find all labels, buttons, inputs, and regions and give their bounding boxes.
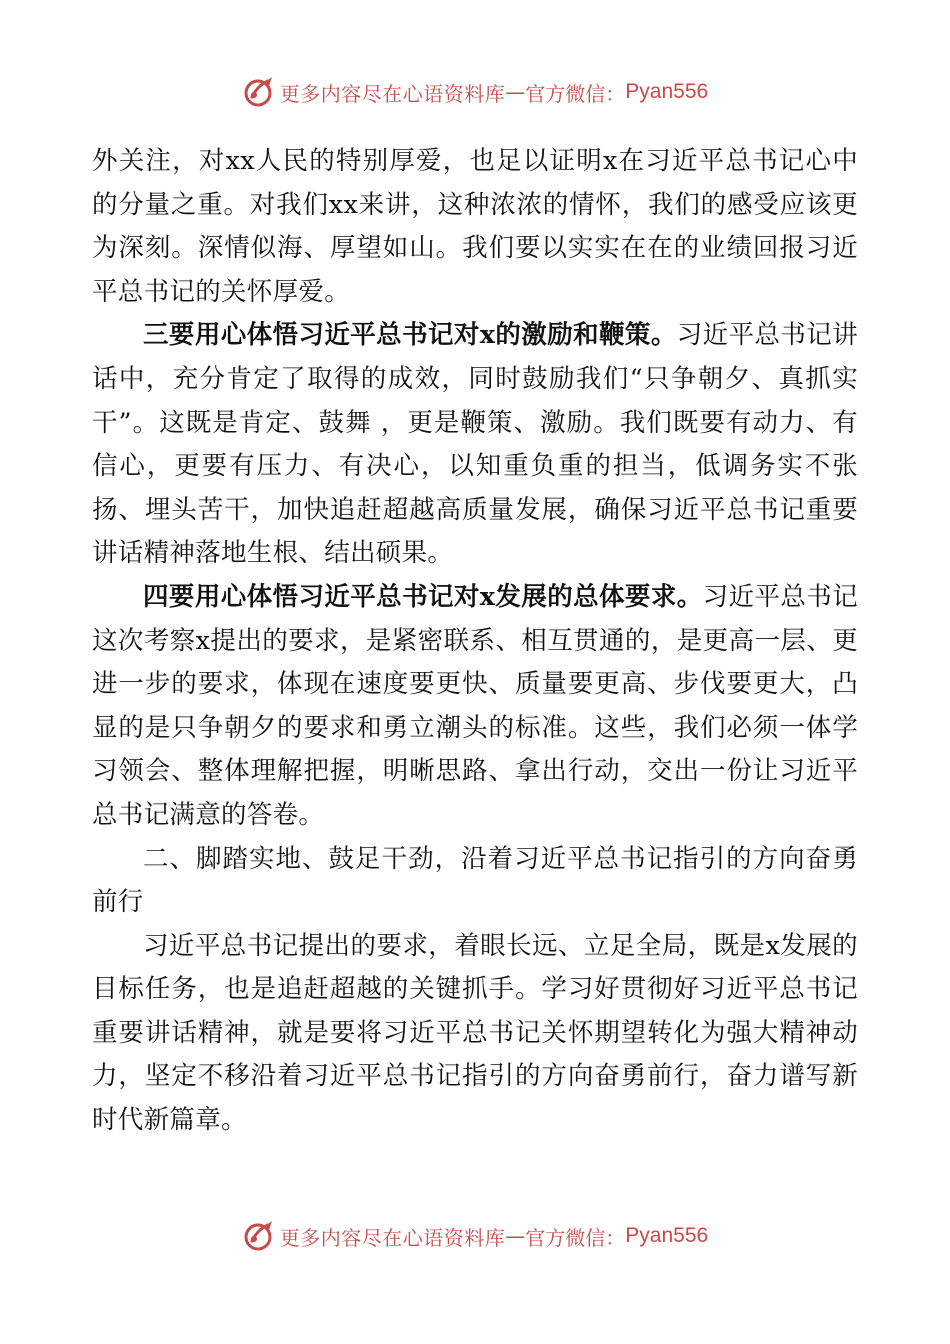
paragraph-2-text: 习近平总书记讲话中，充分肯定了取得的成效，同时鼓励我们“只争朝夕、真抓实干”。这既是肯定、鼓舞 ，更是鞭策、激励。我们既要有动力、有信心，更要有压力、有决心，以知重负重的担当，低调务实不张扬、埋头苦干，加快追赶超越高质量发展，确保习近平总书记重要讲话精神落地生根、结出硕果。 [92,320,858,569]
header-wechat-id: Pyan556 [625,80,709,103]
paragraph-3-heading: 四要用心体悟习近平总书记对x发展的总体要求。 [143,581,703,612]
header-banner [0,72,950,112]
paragraph-2 [92,314,858,576]
footer-brand-text: 更多内容尽在心语资料库 [279,1225,506,1250]
paragraph-3 [92,576,858,838]
paragraph-3-text: 习近平总书记这次考察x提出的要求，是紧密联系、相互贯通的，是更高一层、更进一步的要求，体现在速度要更快、质量要更高、步伐要更大，凸显的是只争朝夕的要求和勇立潮头的标准。这些，我们必须一体学习领会、整体理解把握，明晰思路、拿出行动，交出一份让习近平总书记满意的答卷。 [92,581,858,830]
brand-logo-icon [242,75,276,109]
section-heading: 二、脚踏实地、鼓足干劲，沿着习近平总书记指引的方向奋勇前行 [92,843,858,918]
header-wechat-label: 官方微信： [525,81,626,106]
header-separator: — [505,80,526,104]
footer-separator: — [505,1224,526,1248]
paragraph-2-heading: 三要用心体悟习近平总书记对x的激励和鞭策。 [143,320,677,351]
paragraph-1: 外关注，对xx人民的特别厚爱，也足以证明x在习近平总书记心中的分量之重。对我们xx来讲，这种浓浓的情怀，我们的感受应该更为深刻。深情似海、厚望如山。我们要以实实在在的业绩回报习近平总书记的关怀厚爱。 [92,146,858,307]
footer-wechat-id: Pyan556 [625,1224,709,1247]
brand-logo-icon [242,1219,276,1253]
footer-wechat-label: 官方微信： [525,1225,626,1250]
header-brand-text: 更多内容尽在心语资料库 [279,81,506,106]
paragraph-4: 习近平总书记提出的要求，着眼长远、立足全局，既是x发展的目标任务，也是追赶超越的关键抓手。学习好贯彻好习近平总书记重要讲话精神，就是要将习近平总书记关怀期望转化为强大精神动力，坚定不移沿着习近平总书记指引的方向奋勇前行，奋力谱写新时代新篇章。 [92,930,858,1136]
footer-banner [0,1216,950,1256]
document-body [92,140,858,1143]
